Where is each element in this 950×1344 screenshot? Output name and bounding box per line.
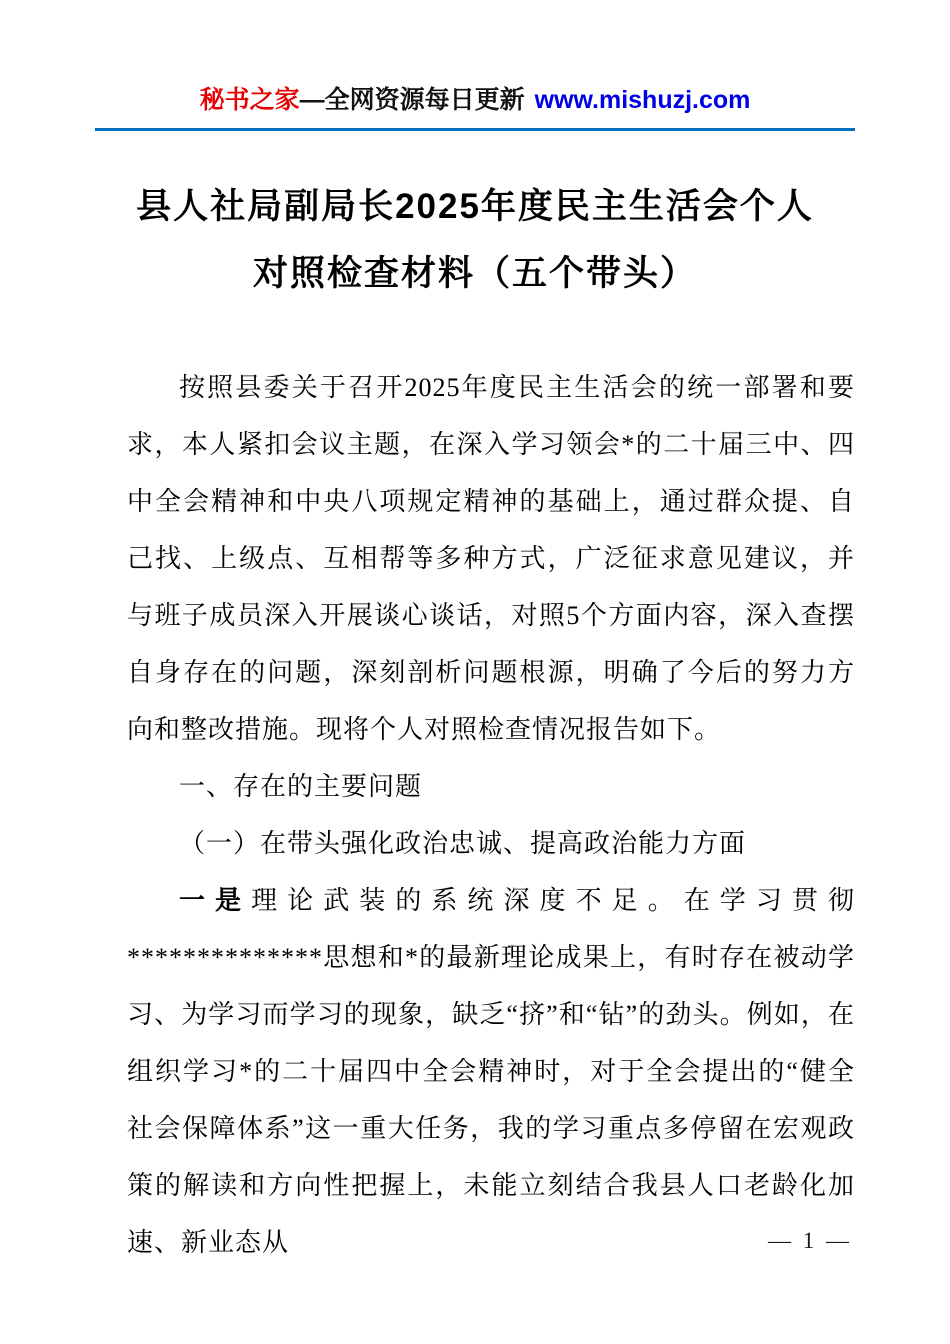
- paragraph-point-one-lead: 一是: [179, 886, 252, 915]
- site-url-link[interactable]: www.mishuzj.com: [534, 86, 751, 114]
- document-title-line2: 对照检查材料（五个带头）: [252, 254, 697, 293]
- section-heading-level1: 一、存在的主要问题: [179, 772, 423, 801]
- document-body: [127, 359, 855, 1271]
- page-footer: [768, 1228, 852, 1254]
- page-number: — 1 —: [768, 1228, 852, 1253]
- document-title: [95, 173, 855, 307]
- paragraph-intro: 按照县委关于召开2025年度民主生活会的统一部署和要求，本人紧扣会议主题，在深入学习领会*的二十届三中、四中全会精神和中央八项规定精神的基础上，通过群众提、自己找、上级点、互相帮等多种方式，广泛征求意见建议，并与班子成员深入开展谈心谈话，对照5个方面内容，深入查摆自身存在的问题，深刻剖析问题根源，明确了今后的努力方向和整改措施。现将个人对照检查情况报告如下。: [127, 373, 855, 744]
- section-heading-level2: （一）在带头强化政治忠诚、提高政治能力方面: [179, 829, 747, 858]
- site-header: [95, 84, 855, 116]
- site-brand: 秘书之家: [199, 86, 300, 114]
- header-divider: [95, 128, 855, 131]
- document-title-line1: 县人社局副局长2025年度民主生活会个人: [136, 187, 814, 226]
- site-tagline: —全网资源每日更新: [299, 86, 525, 114]
- paragraph-point-one-text: 理论武装的系统深度不足。在学习贯彻**************思想和*的最新理论成果上，有时存在被动学习、为学习而学习的现象，缺乏“挤”和“钻”的劲头。例如，在组织学习*的二十届四中全会精神时，对于全会提出的“健全社会保障体系”这一重大任务，我的学习重点多停留在宏观政策的解读和方向性把握上，未能立刻结合我县人口老龄化加速、新业态从: [127, 886, 855, 1257]
- paragraph-point-one: [127, 872, 855, 1271]
